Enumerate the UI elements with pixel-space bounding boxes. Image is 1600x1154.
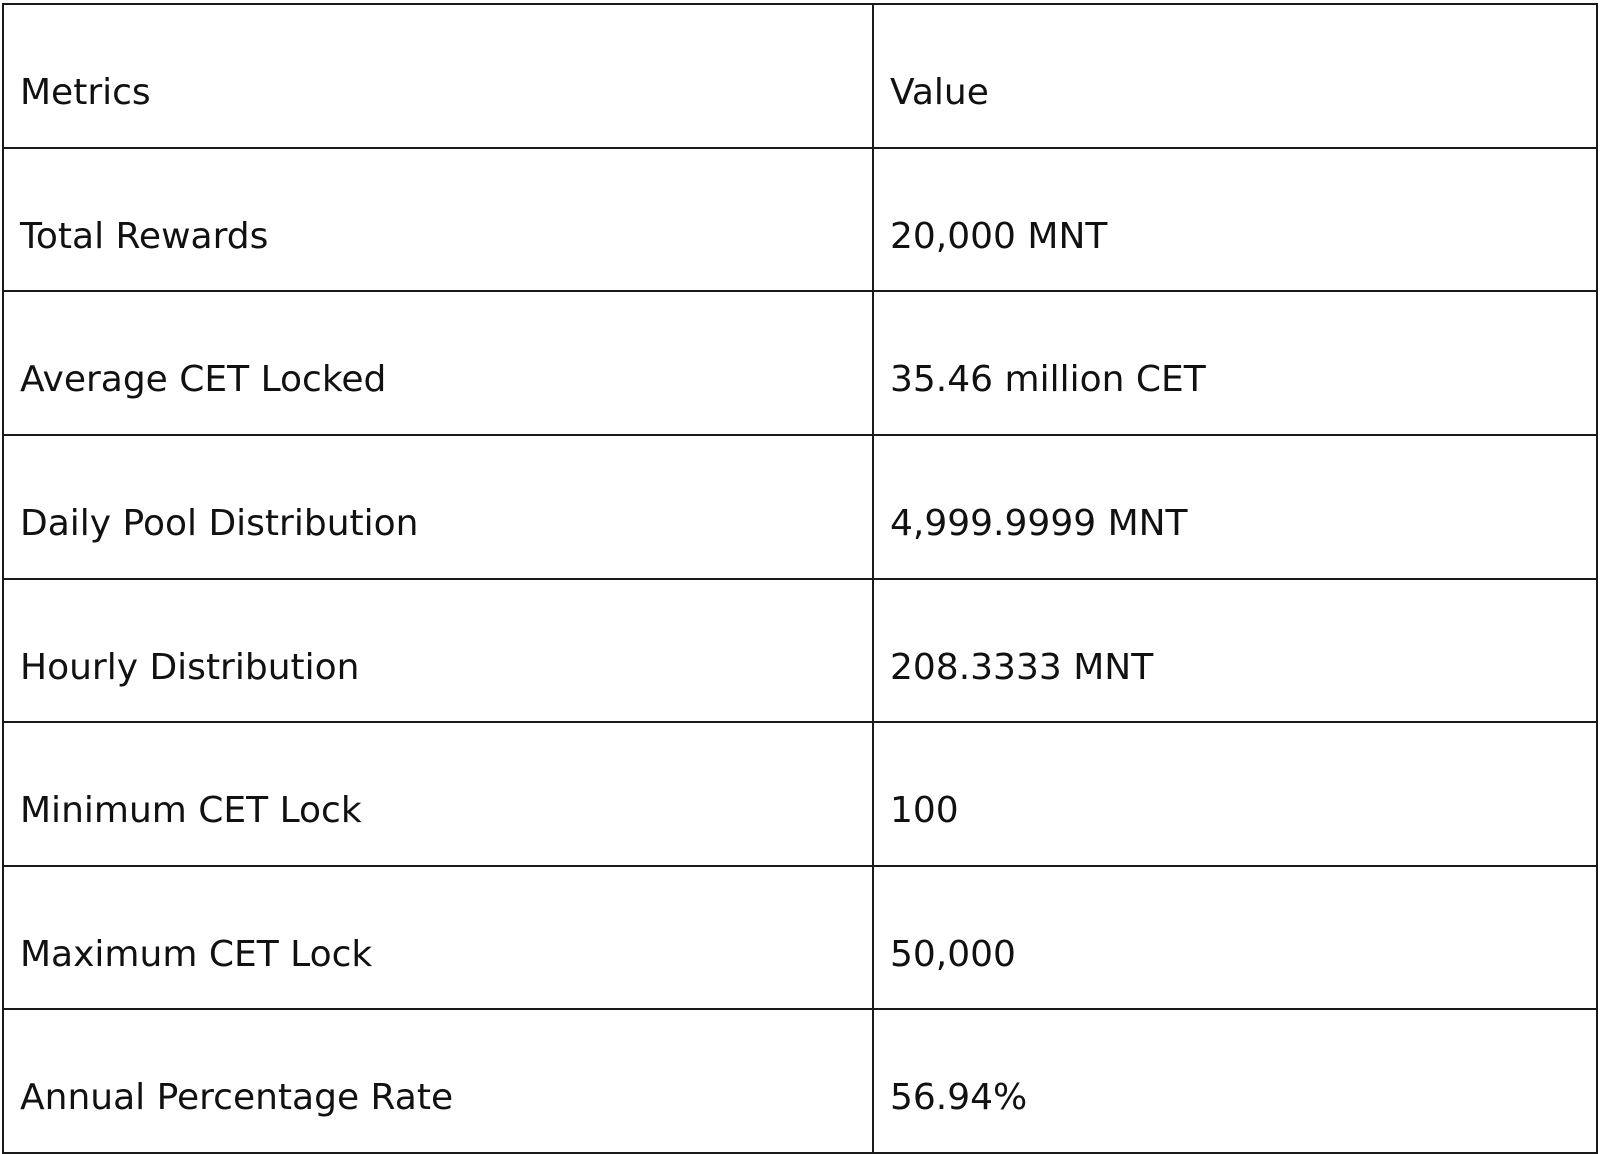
value-cell (873, 435, 1597, 579)
header-cell-metrics (3, 4, 873, 148)
table-row (3, 579, 1597, 723)
metric-label: Daily Pool Distribution (20, 502, 419, 544)
metric-value: 208.3333 MNT (890, 646, 1154, 688)
table-row (3, 148, 1597, 292)
metrics-table (2, 3, 1598, 1154)
metric-cell (3, 148, 873, 292)
metric-value: 50,000 (890, 933, 1016, 975)
header-label: Value (890, 72, 989, 113)
table-row (3, 435, 1597, 579)
metric-value: 56.94% (890, 1077, 1028, 1119)
metric-value: 20,000 MNT (890, 215, 1108, 257)
metric-cell (3, 1009, 873, 1153)
metric-cell (3, 722, 873, 866)
metric-label: Total Rewards (20, 215, 269, 257)
value-cell (873, 148, 1597, 292)
metric-label: Average CET Locked (20, 359, 387, 401)
metric-label: Annual Percentage Rate (20, 1077, 454, 1119)
table-row (3, 291, 1597, 435)
value-cell (873, 1009, 1597, 1153)
metric-cell (3, 291, 873, 435)
metric-label: Maximum CET Lock (20, 933, 373, 975)
metric-value: 100 (890, 790, 959, 832)
table-row (3, 866, 1597, 1010)
metric-label: Minimum CET Lock (20, 790, 362, 832)
metric-value: 35.46 million CET (890, 359, 1206, 401)
header-cell-value (873, 4, 1597, 148)
table-row (3, 722, 1597, 866)
metric-value: 4,999.9999 MNT (890, 502, 1188, 544)
metric-label: Hourly Distribution (20, 646, 360, 688)
value-cell (873, 866, 1597, 1010)
metric-cell (3, 866, 873, 1010)
value-cell (873, 291, 1597, 435)
header-label: Metrics (20, 72, 151, 113)
metric-cell (3, 579, 873, 723)
metric-cell (3, 435, 873, 579)
table-row (3, 1009, 1597, 1153)
table-header-row (3, 4, 1597, 148)
value-cell (873, 579, 1597, 723)
value-cell (873, 722, 1597, 866)
